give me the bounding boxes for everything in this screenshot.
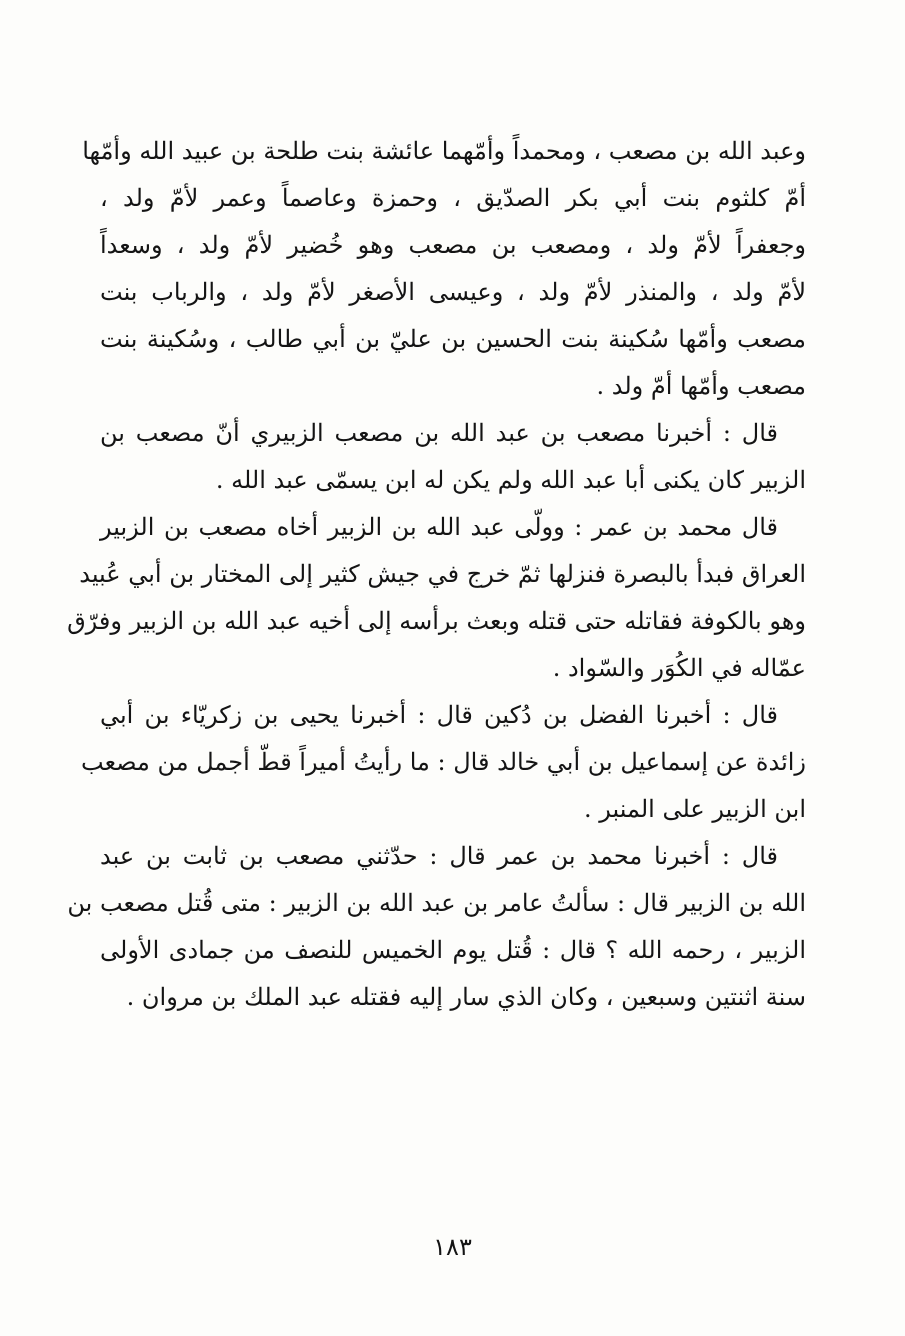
text-line: قال محمد بن عمر : وولّى عبد الله بن الزبير أخاه مصعب بن الزبير — [100, 513, 778, 541]
paragraph-4 — [81, 692, 806, 833]
text-line: وجعفراً لأمّ ولد ، ومصعب بن مصعب وهو خُضير لأمّ ولد ، وسعداً — [100, 231, 806, 259]
paragraph-1 — [82, 128, 806, 410]
text-line: قال : أخبرنا محمد بن عمر قال : حدّثني مصعب بن ثابت بن عبد — [100, 842, 778, 870]
text-line: ابن الزبير على المنبر . — [584, 795, 806, 823]
text-line: الزبير كان يكنى أبا عبد الله ولم يكن له ابن يسمّى عبد الله . — [215, 466, 806, 494]
text-line: قال : أخبرنا الفضل بن دُكين قال : أخبرنا يحيى بن زكريّاء بن أبي — [100, 701, 778, 729]
text-line: العراق فبدأ بالبصرة فنزلها ثمّ خرج في جيش كثير إلى المختار بن أبي عُبيد — [79, 560, 806, 588]
paragraph-2 — [100, 410, 806, 504]
text-line: الله بن الزبير قال : سألتُ عامر بن عبد الله بن الزبير : متى قُتل مصعب بن — [67, 889, 806, 917]
text-line: مصعب وأمّها سُكينة بنت الحسين بن عليّ بن أبي طالب ، وسُكينة بنت — [100, 325, 806, 353]
text-line: مصعب وأمّها أمّ ولد . — [596, 372, 806, 400]
text-line: الزبير ، رحمه الله ؟ قال : قُتل يوم الخميس للنصف من جمادى الأولى — [100, 936, 806, 964]
text-line: زائدة عن إسماعيل بن أبي خالد قال : ما رأيتُ أميراً قطّ أجمل من مصعب — [81, 748, 806, 776]
text-line: لأمّ ولد ، والمنذر لأمّ ولد ، وعيسى الأصغر لأمّ ولد ، والرباب بنت — [100, 278, 806, 306]
text-line: أمّ كلثوم بنت أبي بكر الصدّيق ، وحمزة وعاصماً وعمر لأمّ ولد ، — [100, 184, 806, 212]
paragraph-5 — [67, 833, 806, 1021]
paragraph-3 — [67, 504, 806, 692]
text-line: وهو بالكوفة فقاتله حتى قتله وبعث برأسه إلى أخيه عبد الله بن الزبير وفرّق — [67, 607, 806, 635]
text-line: قال : أخبرنا مصعب بن عبد الله بن مصعب الزبيري أنّ مصعب بن — [100, 419, 778, 447]
text-line: وعبد الله بن مصعب ، ومحمداً وأمّهما عائشة بنت طلحة بن عبيد الله وأمّها — [82, 137, 806, 165]
body-text — [67, 128, 806, 1021]
page-number: ١٨٣ — [433, 1233, 472, 1261]
text-line: عمّاله في الكُوَر والسّواد . — [552, 654, 806, 682]
text-line: سنة اثنتين وسبعين ، وكان الذي سار إليه فقتله عبد الملك بن مروان . — [126, 983, 806, 1011]
